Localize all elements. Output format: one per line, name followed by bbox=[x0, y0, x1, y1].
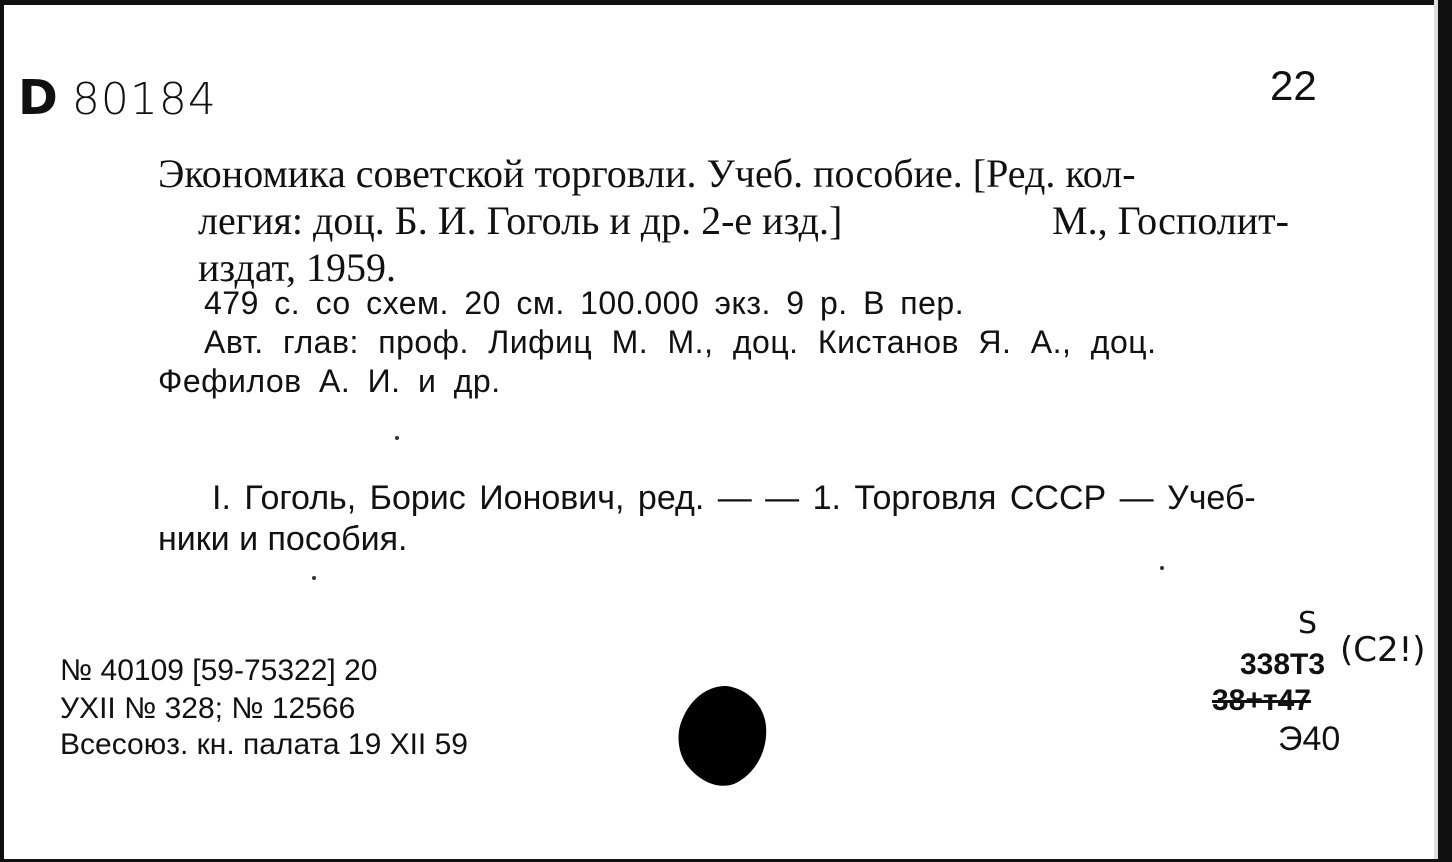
speck bbox=[395, 436, 399, 440]
authors-line-2: Фефилов А. И. и др. bbox=[158, 363, 501, 399]
page-number: 22 bbox=[1270, 62, 1317, 109]
punch-hole-icon bbox=[676, 684, 768, 788]
shelfmark-line-2-struck: 38+т47 bbox=[1212, 684, 1311, 717]
title-line-3: издат, 1959. bbox=[198, 245, 397, 290]
collation: 479 с. со схем. 20 см. 100.000 экз. 9 р. В пер. bbox=[204, 285, 965, 321]
title-line-1: Экономика советской торговли. Учеб. пособие. [Ред. кол- bbox=[158, 151, 1136, 196]
imprint-line-1: № 40109 [59-75322] 20 bbox=[60, 654, 378, 687]
card-border-left bbox=[0, 0, 4, 862]
shelfmark-line-3: Э40 bbox=[1278, 720, 1341, 758]
imprint-line-3: Всесоюз. кн. палата 19 XII 59 bbox=[60, 728, 468, 761]
speck bbox=[1160, 566, 1164, 570]
call-number-letter: D bbox=[18, 70, 59, 126]
card-border-top bbox=[0, 0, 1452, 5]
speck bbox=[312, 576, 316, 580]
card-border-right bbox=[1438, 0, 1452, 862]
publisher: М., Госполит- bbox=[1052, 198, 1289, 243]
tracing-line-2: ники и пособия. bbox=[158, 520, 408, 558]
shelfmark-handwritten-note: (C2!) bbox=[1340, 630, 1426, 670]
call-number bbox=[18, 70, 217, 126]
shelfmark-handwritten-s: S bbox=[1298, 606, 1318, 641]
title-line-2: легия: доц. Б. И. Гоголь и др. 2-е изд.] bbox=[198, 198, 843, 243]
shelfmark-line-1: 338T3 bbox=[1240, 648, 1326, 681]
call-number-digits: 80184 bbox=[71, 74, 217, 125]
authors-line-1: Авт. глав: проф. Лифиц М. М., доц. Кистанов Я. А., доц. bbox=[204, 324, 1157, 360]
tracing-line-1: I. Гоголь, Борис Ионович, ред. — — 1. Торговля СССР — Учеб- bbox=[212, 479, 1256, 517]
imprint-line-2: УXII № 328; № 12566 bbox=[60, 692, 356, 725]
